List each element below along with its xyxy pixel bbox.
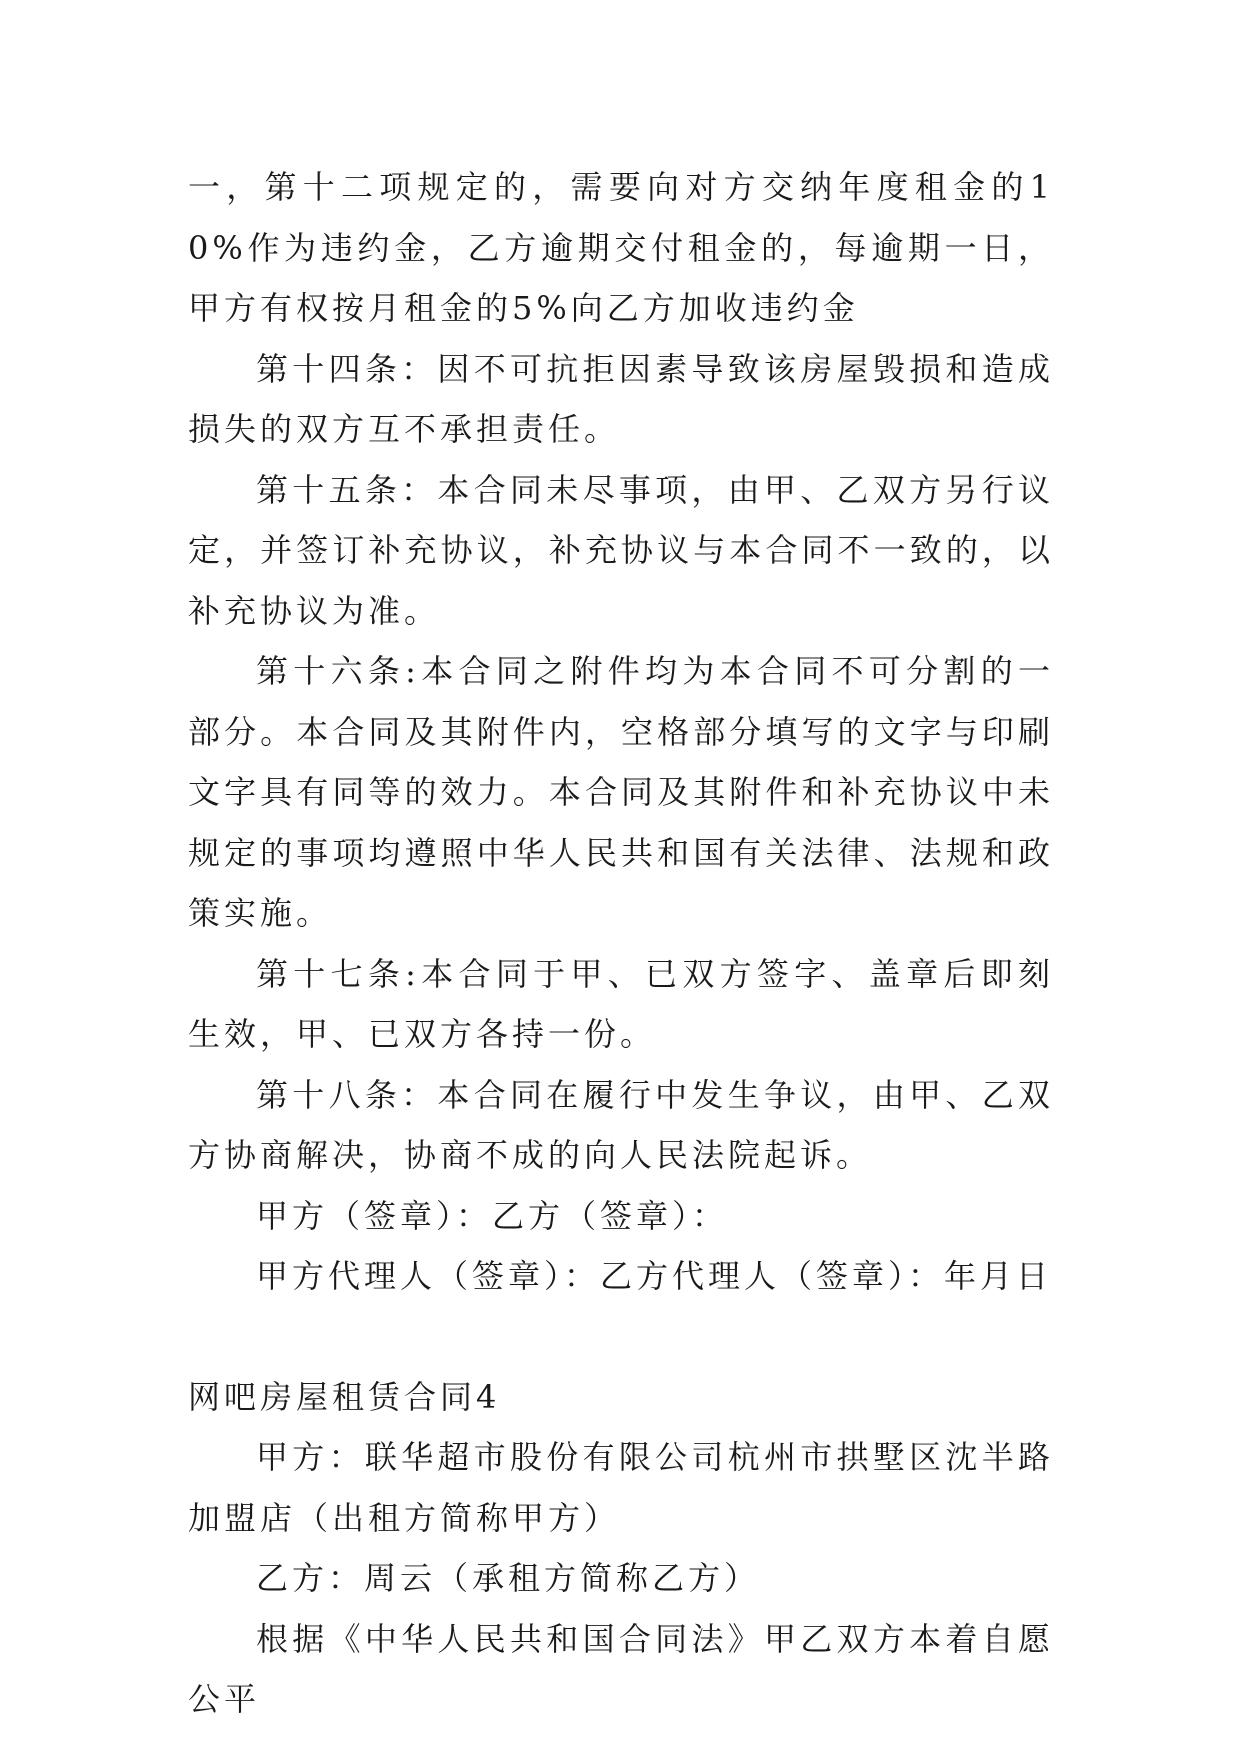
paragraph-article-14: 第十四条：因不可抗拒因素导致该房屋毁损和造成损失的双方互不承担责任。 [188, 349, 1054, 448]
section-title: 网吧房屋租赁合同4 [188, 1377, 501, 1416]
paragraph-article-16: 第十六条:本合同之附件均为本合同不可分割的一部分。本合同及其附件内，空格部分填写的文字与印刷文字具有同等的效力。本合同及其附件和补充协议中未规定的事项均遵照中华人民共和国有关法律、法规和政策实施。 [188, 652, 1054, 932]
paragraph-party-a: 甲方：联华超市股份有限公司杭州市拱墅区沈半路加盟店（出租方简称甲方） [188, 1438, 1054, 1537]
paragraph-article-17: 第十七条:本合同于甲、已双方签字、盖章后即刻生效，甲、已双方各持一份。 [188, 954, 1054, 1053]
section-spacer [188, 1307, 1054, 1367]
document-body [188, 157, 1054, 1730]
signature-line-agents-date: 甲方代理人（签章）：乙方代理人（签章）：年月日 [256, 1257, 1053, 1295]
paragraph-preamble: 根据《中华人民共和国合同法》甲乙双方本着自愿公平 [188, 1619, 1054, 1718]
paragraph-penalty-clause: 一，第十二项规定的，需要向对方交纳年度租金的10%作为违约金，乙方逾期交付租金的，每逾期一日，甲方有权按月租金的5%向乙方加收违约金 [188, 168, 1054, 327]
paragraph-article-18: 第十八条：本合同在履行中发生争议，由甲、乙双方协商解决，协商不成的向人民法院起诉。 [188, 1075, 1054, 1174]
paragraph-article-15: 第十五条：本合同未尽事项，由甲、乙双方另行议定，并签订补充协议，补充协议与本合同不一致的，以补充协议为准。 [188, 470, 1054, 630]
signature-line-parties: 甲方（签章）：乙方（签章）： [256, 1196, 729, 1235]
paragraph-party-b: 乙方：周云（承租方简称乙方） [256, 1559, 761, 1597]
